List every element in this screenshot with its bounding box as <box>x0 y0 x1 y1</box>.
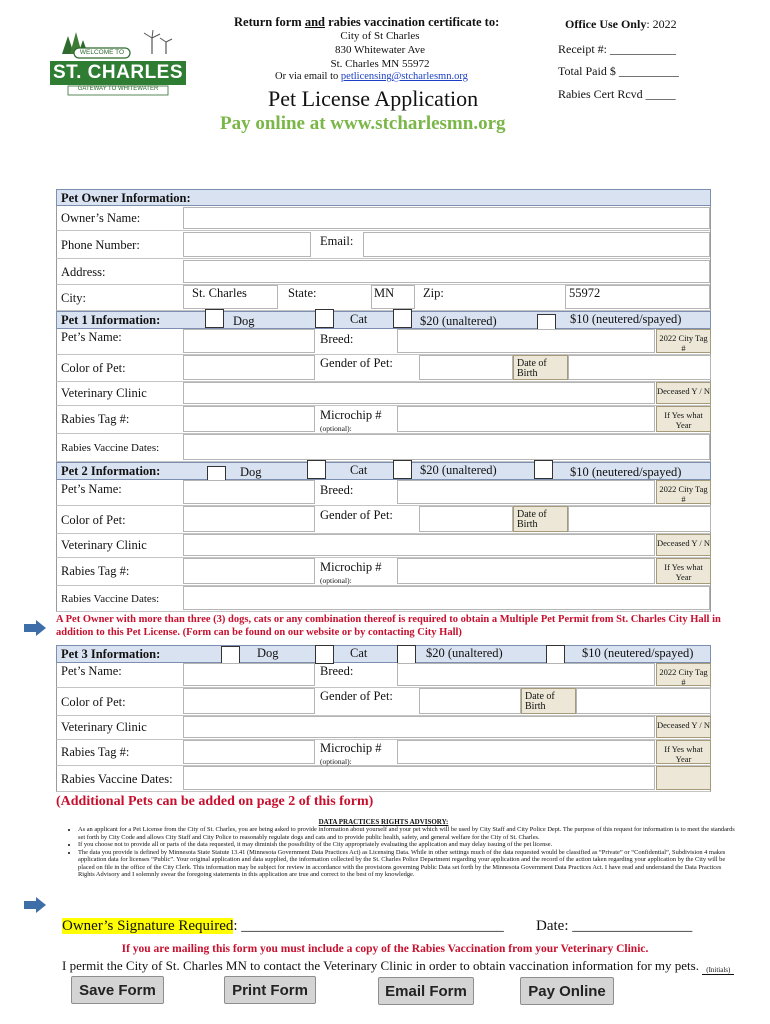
pet3-vaccine-row <box>56 766 711 792</box>
multi-pet-notice: A Pet Owner with more than three (3) dogs, cats or any combination thereof is required to obtain a Multiple Pet Permit from St. Charles City Hall in addition to this Pet License. (Form can be found on our website or by contacting City Hall) <box>56 614 721 638</box>
pet1-tag-label: 2022 City Tag # <box>659 333 708 353</box>
pet1-microchip-label: Microchip # <box>320 408 382 422</box>
pet2-neutered-checkbox[interactable] <box>534 460 553 479</box>
email-form-button[interactable]: Email Form <box>378 977 474 1005</box>
owner-header-label: Pet Owner Information: <box>61 191 191 205</box>
pet1-vet-label: Veterinary Clinic <box>61 386 147 400</box>
pet2-dob-box <box>513 506 568 532</box>
pet3-dob-field[interactable] <box>576 688 711 714</box>
advisory-title: DATA PRACTICES RIGHTS ADVISORY: <box>318 818 449 826</box>
pet1-vaccine-row <box>56 434 711 462</box>
pet3-cat-label: Cat <box>350 646 368 660</box>
pet1-cat-checkbox[interactable] <box>315 309 334 328</box>
pet2-header-label: Pet 2 Information: <box>61 464 161 478</box>
city-logo <box>48 30 188 100</box>
initials-field[interactable]: (Initials) <box>702 966 734 975</box>
zip-value: 55972 <box>569 286 601 300</box>
office-use-year: : 2022 <box>646 17 677 31</box>
advisory-item: • The data you provide is defined by Minnesota State Statute 13.41 (Minnesota Government Data Practices Act) as Licensing Data. While in other settings much of the data requested would be classified as “Private” or “Confidential”, Subdivision 4 makes application data for licenses “Public”. Your original application and data supplied, the information collected by the St. Charles Police Department regarding your application and the record of the action taken regarding your application by the City will be placed on file in the office of the City Clerk. This information may be subject for review in accordance with the provisions governing Public Data set forth by the Minnesota Government Data Practices Act. I have read and understand the Data Practices Rights Advisory and I solemnly swear the foregoing statements in this application are true and correct to the best of my knowledge. <box>78 849 738 879</box>
pet1-dob-field[interactable] <box>568 355 711 380</box>
pet3-cat-checkbox[interactable] <box>315 645 334 664</box>
pet3-breed-label: Breed: <box>320 664 354 678</box>
pet3-color-row <box>56 688 711 716</box>
pet2-deceased-label: Deceased Y / N <box>657 538 710 548</box>
pay-online-text[interactable]: Pay online at www.stcharlesmn.org <box>220 113 506 134</box>
pet3-neutered-checkbox[interactable] <box>546 645 565 664</box>
return-title-pre: Return form <box>234 15 305 29</box>
pet3-vet-field[interactable] <box>183 716 655 738</box>
pet2-tag-label: 2022 City Tag # <box>659 484 708 504</box>
phone-field[interactable] <box>183 232 311 257</box>
owner-address-row <box>56 259 711 285</box>
city-value: St. Charles <box>192 286 247 300</box>
owner-name-row <box>56 206 711 231</box>
owner-phone-row <box>56 231 711 259</box>
pet1-unaltered-checkbox[interactable] <box>393 309 412 328</box>
pet2-ifyes-box[interactable] <box>656 558 711 584</box>
pet1-dob-label: Date of Birth <box>517 358 547 379</box>
pet3-ifyes-box[interactable] <box>656 740 711 764</box>
pet2-neutered-label: $10 (neutered/spayed) <box>570 465 682 479</box>
pet2-header <box>56 462 711 480</box>
pet3-rabies-row <box>56 740 711 766</box>
pet3-optional-label: (optional): <box>320 757 352 766</box>
pet2-dob-label: Date of Birth <box>517 509 547 530</box>
zip-label: Zip: <box>423 286 444 300</box>
pet1-color-field[interactable] <box>183 355 315 380</box>
pet3-header-label: Pet 3 Information: <box>61 647 161 661</box>
logo-name: ST. CHARLES <box>52 62 184 83</box>
return-line-1: City of St Charles <box>340 30 420 42</box>
pet2-color-field[interactable] <box>183 506 315 532</box>
pet1-gender-label: Gender of Pet: <box>320 356 393 370</box>
pet3-unaltered-checkbox[interactable] <box>397 645 416 664</box>
mail-notice: If you are mailing this form you must include a copy of the Rabies Vaccination from your Veterinary Clinic. <box>121 943 649 955</box>
pet1-color-label: Color of Pet: <box>61 361 126 375</box>
pet1-ifyes-box[interactable] <box>656 406 711 432</box>
pet1-neutered-label: $10 (neutered/spayed) <box>570 312 682 326</box>
pet2-name-field[interactable] <box>183 480 315 504</box>
pet3-color-field[interactable] <box>183 688 315 714</box>
pet2-unaltered-checkbox[interactable] <box>393 460 412 479</box>
pet2-vet-row <box>56 534 711 558</box>
permit-text <box>62 958 734 974</box>
pet3-ifyes-label: If Yes what Year <box>664 744 703 764</box>
pet1-unaltered-label: $20 (unaltered) <box>420 314 497 328</box>
advisory-item: • If you choose not to provide all or parts of the data requested, it may diminish the possibility of the City appropriately evaluating the application and may delay issuing of the pet license. <box>78 841 738 849</box>
state-field[interactable] <box>371 285 415 309</box>
pet3-vet-row <box>56 716 711 740</box>
pet3-dob-label: Date of Birth <box>525 691 555 712</box>
pet2-dob-field[interactable] <box>568 506 711 532</box>
owner-header <box>56 189 711 206</box>
pet1-rabies-tag-label: Rabies Tag #: <box>61 412 130 426</box>
city-field[interactable] <box>183 285 278 309</box>
pet2-color-row <box>56 506 711 534</box>
pet1-name-row <box>56 329 711 355</box>
arrow-icon <box>24 897 46 913</box>
pet1-header <box>56 311 711 329</box>
pet2-optional-label: (optional): <box>320 576 352 585</box>
pet2-tag-box[interactable] <box>656 480 711 504</box>
pet3-deceased-label: Deceased Y / N <box>657 720 710 730</box>
pet2-color-label: Color of Pet: <box>61 513 126 527</box>
return-line-3: St. Charles MN 55972 <box>330 58 430 70</box>
pet2-name-label: Pet’s Name: <box>61 482 122 496</box>
email-field[interactable] <box>363 232 710 257</box>
pet2-breed-field[interactable] <box>397 480 655 504</box>
logo-welcome: WELCOME TO <box>79 49 125 56</box>
pet2-gender-field[interactable] <box>419 506 513 532</box>
pet3-tag-label: 2022 City Tag # <box>659 667 708 687</box>
pet1-name-field[interactable] <box>183 329 315 353</box>
pet3-vet-label: Veterinary Clinic <box>61 720 147 734</box>
pet2-vaccine-field[interactable] <box>183 586 710 610</box>
pet1-deceased-box[interactable] <box>656 382 711 404</box>
pet2-vet-field[interactable] <box>183 534 655 556</box>
signature-label: Owner’s Signature Required <box>62 918 234 934</box>
pet3-name-row <box>56 663 711 688</box>
pet1-deceased-label: Deceased Y / N <box>657 386 710 396</box>
email-link[interactable]: petlicensing@stcharlesmn.org <box>340 71 468 82</box>
pet3-dog-label: Dog <box>257 646 279 660</box>
owner-city-row <box>56 285 711 311</box>
pet2-unaltered-label: $20 (unaltered) <box>420 463 497 477</box>
pet1-vaccine-label: Rabies Vaccine Dates: <box>61 442 160 454</box>
office-use-label: Office Use Only <box>565 17 647 31</box>
pet3-vaccine-label: Rabies Vaccine Dates: <box>61 772 173 786</box>
pet1-dog-checkbox[interactable] <box>205 309 224 328</box>
email-label: Email: <box>320 234 354 248</box>
pet1-cat-label: Cat <box>350 312 368 326</box>
pet2-cat-checkbox[interactable] <box>307 460 326 479</box>
phone-label: Phone Number: <box>61 238 140 252</box>
pet3-breed-field[interactable] <box>397 663 655 686</box>
pet3-microchip-label: Microchip # <box>320 741 382 755</box>
pet1-header-label: Pet 1 Information: <box>61 313 161 327</box>
pet1-name-label: Pet’s Name: <box>61 330 122 344</box>
advisory-list <box>56 826 738 879</box>
pet2-vaccine-row <box>56 586 711 612</box>
pet1-vaccine-field[interactable] <box>183 434 710 460</box>
pet2-breed-label: Breed: <box>320 483 354 497</box>
address-field[interactable] <box>183 260 710 283</box>
pet3-vaccine-extra-box[interactable] <box>656 766 711 790</box>
owner-name-field[interactable] <box>183 207 710 229</box>
pet3-neutered-label: $10 (neutered/spayed) <box>582 646 694 660</box>
pet3-unaltered-label: $20 (unaltered) <box>426 646 503 660</box>
pet1-dob-box <box>513 355 568 380</box>
pet3-dob-box <box>521 688 576 714</box>
pet1-rabies-tag-field[interactable] <box>183 406 315 432</box>
pet1-vet-row <box>56 382 711 406</box>
rabies-cert-field: Rabies Cert Rcvd _____ <box>558 87 676 101</box>
office-use-title <box>565 17 677 32</box>
state-value: MN <box>374 286 395 300</box>
return-title-post: rabies vaccination certificate to: <box>324 15 500 29</box>
pet2-gender-label: Gender of Pet: <box>320 508 393 522</box>
pet1-breed-field[interactable] <box>397 329 655 353</box>
page-title: Pet License Application <box>268 86 479 111</box>
pet2-vaccine-label: Rabies Vaccine Dates: <box>61 593 160 605</box>
pet3-gender-label: Gender of Pet: <box>320 689 393 703</box>
arrow-icon <box>24 620 46 636</box>
pet2-rabies-row <box>56 558 711 586</box>
save-form-button[interactable]: Save Form <box>71 976 164 1004</box>
pet2-microchip-label: Microchip # <box>320 560 382 574</box>
pet2-microchip-field[interactable] <box>397 558 655 584</box>
address-label: Address: <box>61 265 106 279</box>
pet2-vet-label: Veterinary Clinic <box>61 538 147 552</box>
pet3-color-label: Color of Pet: <box>61 695 126 709</box>
pay-online-button[interactable]: Pay Online <box>520 977 614 1005</box>
pet1-microchip-field[interactable] <box>397 406 655 432</box>
print-form-button[interactable]: Print Form <box>224 976 316 1004</box>
city-label: City: <box>61 291 87 305</box>
pet2-rabies-tag-label: Rabies Tag #: <box>61 564 130 578</box>
signature-line[interactable] <box>62 918 504 935</box>
pet3-tag-box[interactable] <box>656 663 711 686</box>
pet3-name-field[interactable] <box>183 663 315 686</box>
zip-field[interactable] <box>565 285 710 309</box>
return-email-line <box>275 71 468 82</box>
additional-pets-note: (Additional Pets can be added on page 2 of this form) <box>56 794 374 809</box>
pet2-deceased-box[interactable] <box>656 534 711 556</box>
pet3-name-label: Pet’s Name: <box>61 664 122 678</box>
pet1-optional-label: (optional): <box>320 424 352 433</box>
logo-tagline: GATEWAY TO WHITEWATER <box>77 86 159 92</box>
pet3-vaccine-field[interactable] <box>183 766 655 790</box>
pet3-header <box>56 645 711 663</box>
pet2-cat-label: Cat <box>350 463 368 477</box>
pet3-rabies-tag-label: Rabies Tag #: <box>61 745 130 759</box>
return-email-pre: Or via email to <box>275 71 341 82</box>
pet1-ifyes-label: If Yes what Year <box>664 410 703 430</box>
pet1-breed-label: Breed: <box>320 332 354 346</box>
pet1-gender-field[interactable] <box>419 355 513 380</box>
pet2-rabies-tag-field[interactable] <box>183 558 315 584</box>
date-line[interactable]: Date: ________________ <box>536 918 693 934</box>
return-title <box>234 15 499 30</box>
pet2-ifyes-label: If Yes what Year <box>664 562 703 582</box>
return-title-and: and <box>304 15 325 29</box>
total-paid-field: Total Paid $ __________ <box>558 64 679 78</box>
pet2-name-row <box>56 480 711 506</box>
pet1-tag-box[interactable] <box>656 329 711 353</box>
permit-statement: I permit the City of St. Charles MN to contact the Veterinary Clinic in order to obtain vaccination information for my pets. <box>62 958 699 973</box>
pet3-gender-field[interactable] <box>419 688 521 714</box>
owner-name-label: Owner’s Name: <box>61 211 141 225</box>
state-label: State: <box>288 286 317 300</box>
pet1-vet-field[interactable] <box>183 382 655 404</box>
pet2-dog-label: Dog <box>240 465 262 479</box>
signature-underline: : ___________________________________ <box>233 918 504 934</box>
advisory-item: • As an applicant for a Pet License from the City of St. Charles, you are being asked to provide information about yourself and your pet which will be used by City Staff and City Police Dept. The purpose of this request for information is to meet the standards set forth by City Code and allows City Staff and City Police to reasonably regulate dogs and cats and to provide public health, safety, and general welfare for the City of St. Charles. <box>78 826 738 841</box>
pet3-deceased-box[interactable] <box>656 716 711 738</box>
return-line-2: 830 Whitewater Ave <box>334 44 425 56</box>
pet1-rabies-row <box>56 406 711 434</box>
pet1-color-row <box>56 355 711 382</box>
pet1-dog-label: Dog <box>233 314 255 328</box>
pet3-microchip-field[interactable] <box>397 740 655 764</box>
pet3-rabies-tag-field[interactable] <box>183 740 315 764</box>
receipt-field: Receipt #: ___________ <box>558 42 676 56</box>
